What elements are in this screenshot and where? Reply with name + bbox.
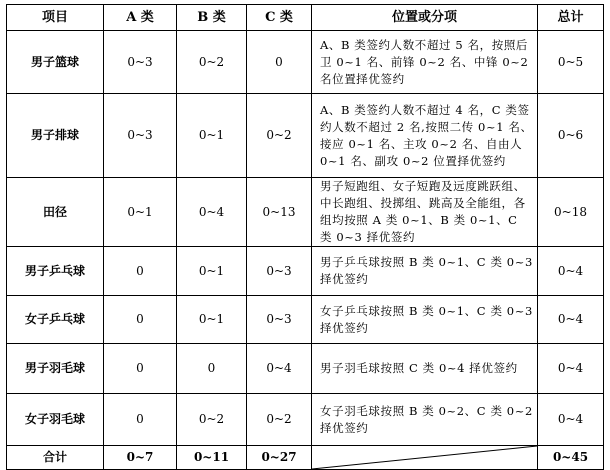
row-a: 0~3: [104, 31, 177, 94]
header-row: [7, 5, 604, 31]
row-c: 0~13: [247, 178, 312, 247]
header-c: C 类: [247, 5, 312, 31]
footer-row: [7, 446, 604, 470]
row-name: 田径: [7, 178, 104, 247]
row-c: 0~2: [247, 394, 312, 446]
row-total: 0~4: [538, 247, 604, 296]
row-a: 0~3: [104, 94, 177, 178]
row-b: 0: [177, 344, 247, 394]
footer-total: 0~45: [538, 446, 604, 470]
row-name: 男子篮球: [7, 31, 104, 94]
row-total: 0~4: [538, 394, 604, 446]
row-total: 0~4: [538, 344, 604, 394]
row-c: 0: [247, 31, 312, 94]
row-b: 0~2: [177, 31, 247, 94]
header-total: 总计: [538, 5, 604, 31]
row-note: 男子乒乓球按照 B 类 0~1、C 类 0~3 择优签约: [312, 247, 538, 296]
footer-a: 0~7: [104, 446, 177, 470]
footer-label: 合计: [7, 446, 104, 470]
row-b: 0~1: [177, 296, 247, 344]
row-c: 0~4: [247, 344, 312, 394]
diagonal-slash: [312, 446, 537, 469]
quota-table: [6, 4, 604, 470]
table-row: [7, 247, 604, 296]
table-row: [7, 94, 604, 178]
row-c: 0~2: [247, 94, 312, 178]
table-row: [7, 394, 604, 446]
header-a: A 类: [104, 5, 177, 31]
row-name: 男子羽毛球: [7, 344, 104, 394]
row-b: 0~4: [177, 178, 247, 247]
row-b: 0~1: [177, 94, 247, 178]
row-note: A、B 类签约人数不超过 5 名，按照后卫 0~1 名、前锋 0~2 名、中锋 0~2 名位置择优签约: [312, 31, 538, 94]
row-note: 女子羽毛球按照 B 类 0~2、C 类 0~2 择优签约: [312, 394, 538, 446]
header-b: B 类: [177, 5, 247, 31]
row-note: 男子羽毛球按照 C 类 0~4 择优签约: [312, 344, 538, 394]
footer-position-empty: [312, 446, 538, 470]
footer-b: 0~11: [177, 446, 247, 470]
row-name: 男子排球: [7, 94, 104, 178]
row-note: 女子乒乓球按照 B 类 0~1、C 类 0~3 择优签约: [312, 296, 538, 344]
header-position: 位置或分项: [312, 5, 538, 31]
row-a: 0: [104, 296, 177, 344]
row-a: 0~1: [104, 178, 177, 247]
footer-c: 0~27: [247, 446, 312, 470]
row-total: 0~4: [538, 296, 604, 344]
quota-table-container: [6, 4, 603, 464]
row-name: 女子羽毛球: [7, 394, 104, 446]
row-note: 男子短跑组、女子短跑及远度跳跃组、中长跑组、投掷组、跳高及全能组，各组均按照 A 类 0~1、B 类 0~1、C 类 0~3 择优签约: [312, 178, 538, 247]
row-c: 0~3: [247, 296, 312, 344]
row-b: 0~1: [177, 247, 247, 296]
table-row: [7, 31, 604, 94]
row-name: 女子乒乓球: [7, 296, 104, 344]
row-total: 0~6: [538, 94, 604, 178]
row-a: 0: [104, 247, 177, 296]
table-row: [7, 296, 604, 344]
row-a: 0: [104, 394, 177, 446]
table-row: [7, 344, 604, 394]
row-a: 0: [104, 344, 177, 394]
table-row: [7, 178, 604, 247]
row-total: 0~5: [538, 31, 604, 94]
row-note: A、B 类签约人数不超过 4 名，C 类签约人数不超过 2 名,按照二传 0~1 名、接应 0~1 名、主攻 0~2 名、自由人 0~1 名、副攻 0~2 位置择优签约: [312, 94, 538, 178]
row-b: 0~2: [177, 394, 247, 446]
header-project: 项目: [7, 5, 104, 31]
row-total: 0~18: [538, 178, 604, 247]
row-c: 0~3: [247, 247, 312, 296]
row-name: 男子乒乓球: [7, 247, 104, 296]
